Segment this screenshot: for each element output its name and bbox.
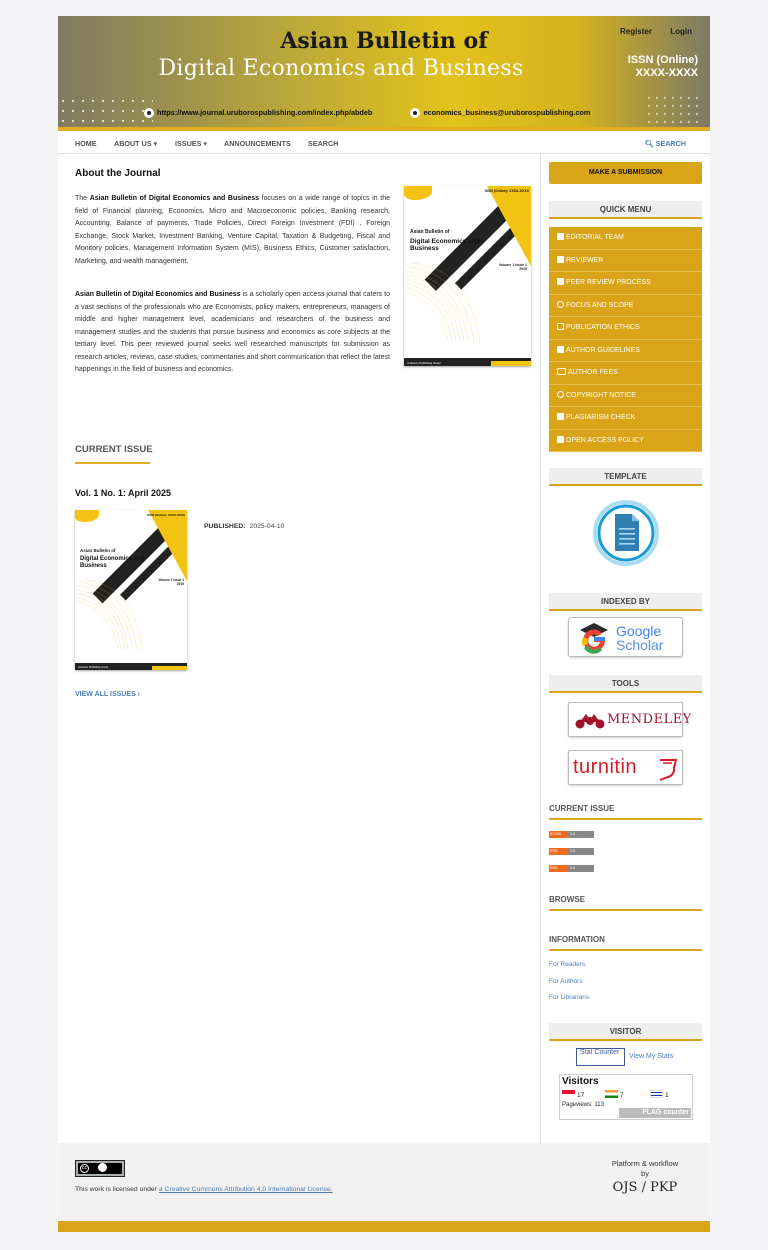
rss1-feed-badge[interactable]: RSS 1.0 [549,865,594,872]
ojs-pkp-logo[interactable]: OJS / PKP [612,1180,678,1195]
google-scholar-icon [579,621,609,655]
file-icon [557,413,564,420]
atom-feed-badge[interactable]: ATOM 1.0 [549,831,594,838]
journal-title-line1[interactable]: Asian Bulletin of [280,28,488,54]
nav-home[interactable]: HOME [75,139,97,148]
cover-publisher: Uruboros Publishing Group [78,666,109,669]
check-square-icon [557,346,564,353]
bottom-accent-bar [58,1221,710,1232]
users-icon [557,233,564,240]
cc-license-badge[interactable] [75,1160,125,1177]
register-link[interactable]: Register [619,27,652,36]
dot-pattern [58,96,153,131]
menu-item-editorial-team[interactable]: EDITORIAL TEAM [549,227,702,250]
issue-title[interactable]: Vol. 1 No. 1: April 2025 [75,488,172,498]
heading-underline [75,462,150,464]
flag-israel-icon [650,1090,663,1098]
cover-publisher: Uruboros Publishing Group [407,361,441,365]
money-icon [557,368,566,375]
menu-item-reviewer[interactable]: REVIEWER [549,250,702,273]
site-footer [58,1143,710,1221]
issn-title: ISSN (Online) [627,54,698,66]
visitor-heading: VISITOR [549,1023,702,1041]
contact-line [144,108,590,118]
turnitin-text: turnitin [573,756,638,778]
menu-item-plagiarism[interactable]: PLAGIARISM CHECK [549,407,702,430]
check-square-icon [557,278,564,285]
template-document-icon[interactable] [591,498,661,568]
menu-item-copyright[interactable]: COPYRIGHT NOTICE [549,385,702,408]
published-label: PUBLISHED: [204,523,246,530]
copyright-icon [557,391,564,398]
flag-counter-logo: FLAG counter [619,1108,691,1118]
mendeley-text: MENDELEY [607,712,692,727]
cover-footer-accent [491,361,531,366]
link-for-librarians[interactable]: For Librarians [549,994,590,1001]
unlock-icon [557,436,564,443]
visitor-count-1: 17 [577,1092,585,1099]
user-links [604,27,692,36]
nav-search[interactable]: SEARCH [308,139,339,148]
menu-item-author-fees[interactable]: AUTHOR FEES [549,362,702,385]
template-heading: TEMPLATE [549,468,702,486]
about-paragraph-2: Asian Bulletin of Digital Economics and Business is a scholarly open access journal that caters to a vast sections of the professionals who are Economists, policy makers, entrepreneurs, managers of middle and higher management level, academicians and researchers of the business and management studies and the students that pursue business and economics as core subjects at the tertiary level. This peer reviewed journal seeks well researched manuscripts for submission as research articles, reviews, case studies, commentaries and short communication that reflect the latest happenings in the field of business and economics. [75,291,390,373]
issn-number: XXXX-XXXX [635,67,698,79]
current-issue-side-heading: CURRENT ISSUE [549,804,702,820]
menu-item-open-access[interactable]: OPEN ACCESS POLICY [549,430,702,453]
menu-item-publication-ethics[interactable]: PUBLICATION ETHICS [549,317,702,340]
main-nav [58,131,710,154]
flag-counter-widget[interactable] [559,1074,693,1120]
nav-issues[interactable]: ISSUES ▾ [175,139,207,148]
users-icon [557,256,564,263]
cover-issn: ISSN (Online): XXXX-XXXX [146,513,185,517]
copy-icon [557,323,564,330]
cover-volume: Volume 1 Issue 1 2025 [498,263,527,271]
scholar-text: Scholar [616,637,664,653]
indexed-by-heading: INDEXED BY [549,593,702,611]
cover-volume: Volume 1 Issue 1 2025 [158,578,184,586]
flag-india-icon [605,1090,618,1098]
license-text: This work is licensed under a Creative Commons Attribution 4.0 International License. [75,1186,333,1193]
menu-item-author-guidelines[interactable]: AUTHOR GUIDELINES [549,340,702,363]
turnitin-icon [657,756,681,782]
google-scholar-logo[interactable] [568,617,683,657]
menu-item-focus-scope[interactable]: FOCUS AND SCOPE [549,295,702,318]
circle-icon [557,301,564,308]
login-link[interactable]: Login [670,27,692,36]
globe-icon [144,108,154,118]
visitor-count-3: 1 [665,1092,669,1099]
cover-small-title: Asian Bulletin of [410,229,450,235]
cover-blob [75,510,99,522]
cover-wave-pattern [75,577,155,652]
sidebar-divider [540,154,541,1144]
mendeley-logo[interactable] [568,702,692,737]
pageviews: Pageviews: 113 [562,1102,604,1108]
website-url[interactable]: https://www.journal.uruborospublishing.com/index.php/abdeb [157,108,373,117]
cover-issn: ISSN (Online): XXXX-XXXX [484,189,529,193]
view-my-stats-link[interactable]: View My Stats [629,1053,674,1060]
cc-icon: cc [82,1165,87,1171]
issn-label [628,54,698,80]
cover-title: Digital Economics and Business [80,556,145,569]
search-link[interactable]: 🔍︎ SEARCH [644,139,686,148]
browse-heading: BROWSE [549,895,702,911]
cover-title: Digital Economics and Business [410,238,480,252]
turnitin-logo[interactable] [568,750,683,785]
nav-about[interactable]: ABOUT US ▾ [114,139,158,148]
cover-wave-pattern [404,261,494,346]
email-address[interactable]: economics_business@uruborospublishing.com [423,108,591,117]
about-heading: About the Journal [75,168,161,179]
flag-indonesia-icon [562,1090,575,1098]
visitor-count-2: 7 [620,1092,624,1099]
site-header [58,16,710,131]
issue-cover-image[interactable] [75,510,187,670]
view-all-issues-link[interactable]: VIEW ALL ISSUES › [75,691,140,698]
tools-heading: TOOLS [549,675,702,693]
google-text: Google [616,623,662,639]
link-for-authors[interactable]: For Authors [549,978,583,985]
license-link[interactable]: a Creative Commons Attribution 4.0 International License. [158,1186,333,1193]
page [58,16,710,1232]
current-issue-heading: CURRENT ISSUE [75,444,153,455]
information-heading: INFORMATION [549,935,702,951]
dot-pattern-right [645,94,700,124]
statcounter-badge[interactable]: Stat Counter [576,1048,625,1066]
by-icon [98,1163,107,1172]
published-date: 2025-04-10 [249,523,285,530]
mendeley-icon [575,712,605,729]
nav-announcements[interactable]: ANNOUNCEMENTS [224,139,291,148]
link-for-readers[interactable]: For Readers [549,961,586,968]
cover-footer-accent [152,666,187,670]
cover-blob [404,186,432,200]
menu-item-peer-review[interactable]: PEER REVIEW PROCESS [549,272,702,295]
cover-small-title: Asian Bulletin of [80,548,116,553]
quick-menu-heading: QUICK MENU [549,201,702,219]
quick-menu [549,227,702,452]
journal-title-line2[interactable]: Digital Economics and Business [158,56,524,81]
published-info [204,523,284,530]
make-submission-button[interactable]: MAKE A SUBMISSION [549,162,702,184]
email-icon [410,108,420,118]
platform-text: Platform & workflow by [611,1159,679,1178]
about-paragraph-1: The Asian Bulletin of Digital Economics and Business focuses on a wide range of topics in the field of Financial planning, Economics, Micro and Macroeconomic policies, Banking research, Accounting, Balance of payments, Trade Policies, Direct Foreign Investment (FDI) , Foreign Exchange, Stock Market, Investment Banking, Venture Capital, Taxation & Budgeting, Fiscal and Monitory policies, Management Information System (MIS), Business Ethics, Customer satisfaction, Marketing, and wealth management. [75,195,390,265]
visitors-title: Visitors [562,1076,599,1087]
journal-cover-image[interactable] [404,186,531,366]
rss2-feed-badge[interactable]: RSS 2.0 [549,848,594,855]
